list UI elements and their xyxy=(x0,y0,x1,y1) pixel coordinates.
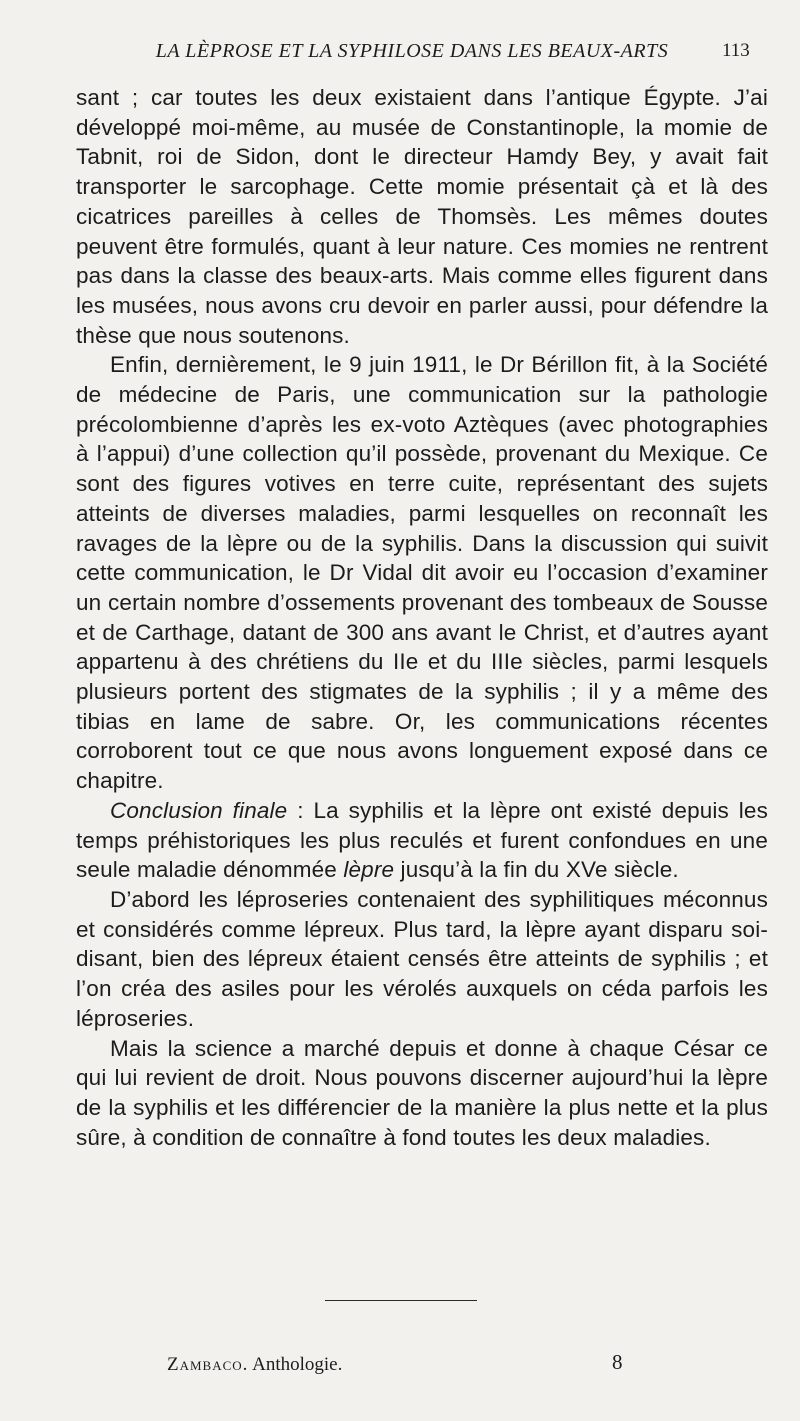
footer-book: Anthologie. xyxy=(248,1354,343,1375)
paragraph: Mais la science a marché depuis et donne à chaque César ce qui lui revient de droit. Nous pouvons discerner aujourd’hui la lèpre de la syphilis et les différencier de la manière la plus nette et la plus sûre, à condition de connaître à fond toutes les deux maladies. xyxy=(76,1035,768,1150)
body-text xyxy=(76,83,768,1152)
footer-author: Zambaco. xyxy=(167,1354,249,1375)
signature-mark: 8 xyxy=(612,1350,623,1374)
footer-rule xyxy=(325,1300,477,1301)
running-title: LA LÈPROSE ET LA SYPHILOSE DANS LES BEAUX-ARTS xyxy=(155,40,669,62)
conclusion-text-end: jusqu’à la fin du XVe siècle. xyxy=(394,857,679,883)
page-number: 113 xyxy=(722,40,750,61)
conclusion-term: lèpre xyxy=(343,857,395,883)
conclusion-paragraph xyxy=(76,796,768,885)
footer-credit xyxy=(167,1354,342,1376)
conclusion-text: : La syphilis et la lèpre ont existé depuis les temps préhistoriques les plus reculés et furent confondues en une seule maladie dénommée xyxy=(76,797,768,883)
paragraph: Enfin, dernièrement, le 9 juin 1911, le Dr Bérillon fit, à la Société de médecine de Paris, une communication sur la pathologie précolombienne d’après les ex-voto Aztèques (avec photographies à l’appui) d’une collection qu’il possède, provenant du Mexique. Ce sont des figures votives en terre cuite, représentant des sujets atteints de diverses maladies, parmi lesquelles on reconnaît les ravages de la lèpre ou de la syphilis. Dans la discussion qui suivit cette communication, le Dr Vidal dit avoir eu l’occasion d’examiner un certain nombre d’ossements provenant des tombeaux de Sousse et de Carthage, datant de 300 ans avant le Christ, et d’autres ayant appartenu à des chrétiens du IIe et du IIIe siècles, parmi lesquels plusieurs portent des stigmates de la syphilis ; il y a même des tibias en lame de sabre. Or, les communications récentes corroborent tout ce que nous avons longuement exposé dans ce chapitre. xyxy=(76,352,768,794)
paragraph: sant ; car toutes les deux existaient dans l’antique Égypte. J’ai développé moi-même, au musée de Constantinople, la momie de Tabnit, roi de Sidon, dont le directeur Hamdy Bey, y avait fait transporter le sarcophage. Cette momie présentait çà et là des cicatrices pareilles à celles de Thomsès. Les mêmes doutes peuvent être formulés, quant à leur nature. Ces momies ne rentrent pas dans la classe des beaux-arts. Mais comme elles figurent dans les musées, nous avons cru devoir en parler aussi, pour défendre la thèse que nous soutenons. xyxy=(76,85,768,348)
conclusion-label: Conclusion finale xyxy=(110,797,288,823)
paragraph: D’abord les léproseries contenaient des syphilitiques méconnus et considérés comme lépreux. Plus tard, la lèpre ayant disparu soi-disant, bien des lépreux étaient censés être atteints de syphilis ; et l’on créa des asiles pour les vérolés auxquels on céda parfois les léproseries. xyxy=(76,886,768,1031)
